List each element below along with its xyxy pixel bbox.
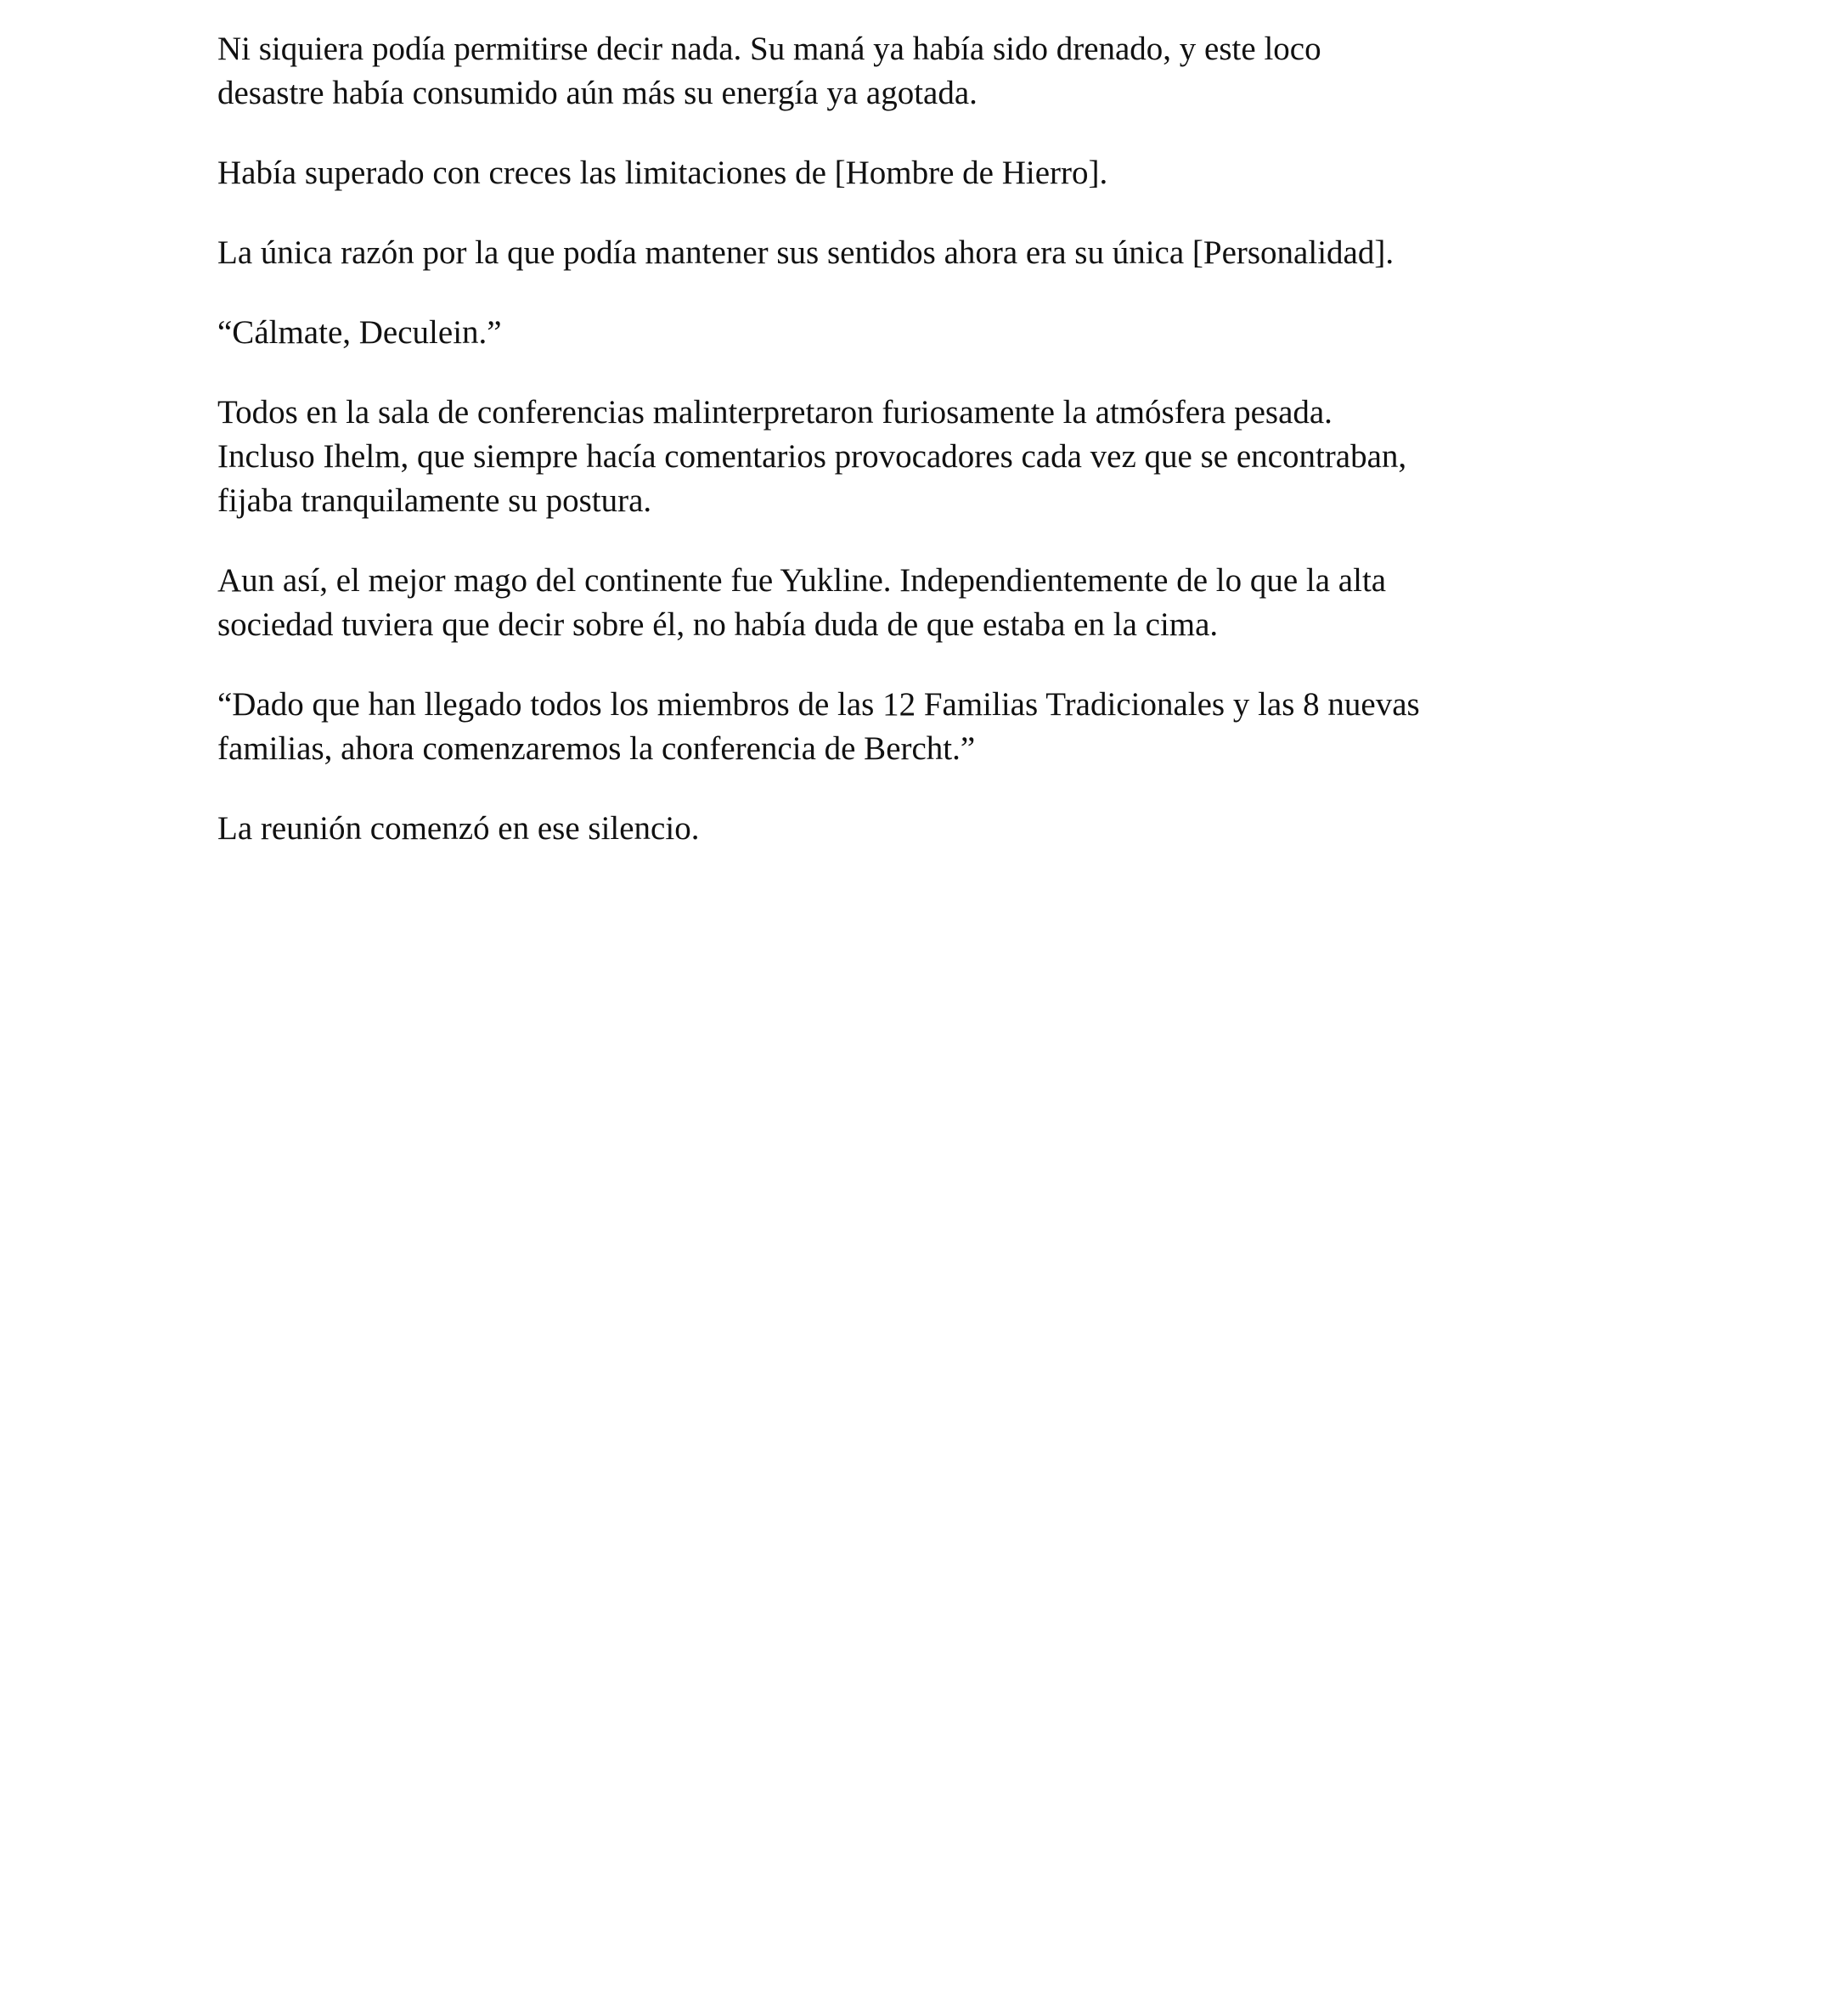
- paragraph: [217, 27, 1644, 115]
- paragraph: [217, 231, 1644, 275]
- text-line: sociedad tuviera que decir sobre él, no había duda de que estaba en la cima.: [217, 606, 1219, 643]
- text-line: Aun así, el mejor mago del continente fue Yukline. Independientemente de lo que la alta: [217, 562, 1387, 599]
- text-line: “Cálmate, Deculein.”: [217, 314, 502, 351]
- text-line: familias, ahora comenzaremos la conferencia de Bercht.”: [217, 730, 976, 767]
- text-line: fijaba tranquilamente su postura.: [217, 482, 652, 519]
- text-line: La reunión comenzó en ese silencio.: [217, 810, 700, 847]
- text-line: Todos en la sala de conferencias malinterpretaron furiosamente la atmósfera pesada.: [217, 394, 1332, 431]
- paragraph: [217, 151, 1644, 195]
- paragraph: [217, 559, 1644, 647]
- paragraph: [217, 391, 1644, 523]
- paragraph: [217, 683, 1644, 771]
- text-line: desastre había consumido aún más su energía ya agotada.: [217, 75, 978, 111]
- text-line: Ni siquiera podía permitirse decir nada. Su maná ya había sido drenado, y este loco: [217, 31, 1321, 67]
- text-line: “Dado que han llegado todos los miembros de las 12 Familias Tradicionales y las 8 nuevas: [217, 686, 1420, 723]
- document-body: [217, 27, 1644, 887]
- paragraph: [217, 311, 1644, 355]
- text-line: Había superado con creces las limitaciones de [Hombre de Hierro].: [217, 155, 1108, 191]
- text-line: Incluso Ihelm, que siempre hacía comentarios provocadores cada vez que se encontraban,: [217, 438, 1407, 475]
- text-line: La única razón por la que podía mantener sus sentidos ahora era su única [Personalidad].: [217, 234, 1394, 271]
- paragraph: [217, 807, 1644, 851]
